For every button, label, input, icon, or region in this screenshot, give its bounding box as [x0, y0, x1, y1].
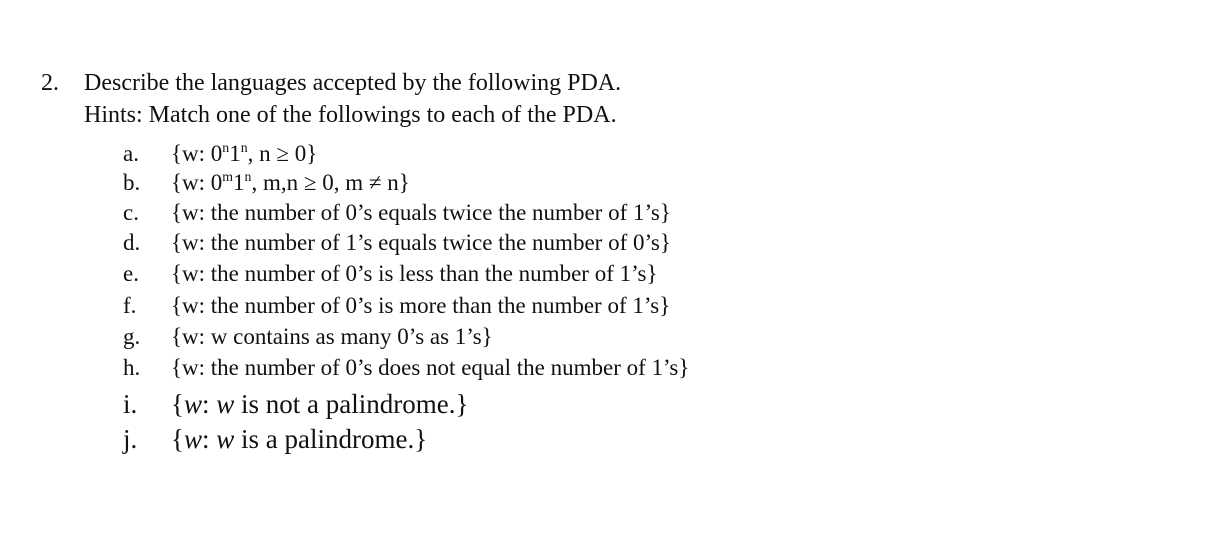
option-letter: i. — [123, 389, 138, 419]
option-text: {w: w contains as many 0’s as 1’s} — [171, 324, 493, 349]
option-letter: a. — [123, 141, 139, 166]
option-text: {w: 0$^m$1$^n$, m,n ≥ 0, m ≠ n} — [171, 168, 410, 195]
option-letter: g. — [123, 324, 141, 349]
option-letter: j. — [123, 424, 138, 454]
option-text: {w: the number of 0’s is less than the number of 1’s} — [171, 261, 658, 286]
option-text: {w: w is not a palindrome.} — [171, 389, 469, 419]
option-text: {w: w is a palindrome.} — [171, 424, 428, 454]
question-text: Describe the languages accepted by the following PDA. — [84, 70, 622, 96]
option-letter: d. — [123, 230, 141, 255]
option-letter: h. — [123, 355, 141, 380]
option-text: {w: the number of 0’s is more than the number of 1’s} — [171, 293, 671, 318]
option-letter: f. — [123, 293, 137, 318]
hint-text: Hints: Match one of the followings to each of the PDA. — [84, 102, 617, 128]
option-letter: b. — [123, 170, 141, 195]
option-text: {w: the number of 0’s does not equal the number of 1’s} — [171, 355, 690, 380]
option-letter: e. — [123, 261, 139, 286]
option-text: {w: the number of 0’s equals twice the number of 1’s} — [171, 200, 671, 225]
option-text: {w: 0$^n$1$^n$, n ≥ 0} — [171, 139, 318, 166]
option-letter: c. — [123, 200, 139, 225]
question-number: 2. — [41, 70, 59, 96]
option-text: {w: the number of 1’s equals twice the number of 0’s} — [171, 230, 671, 255]
